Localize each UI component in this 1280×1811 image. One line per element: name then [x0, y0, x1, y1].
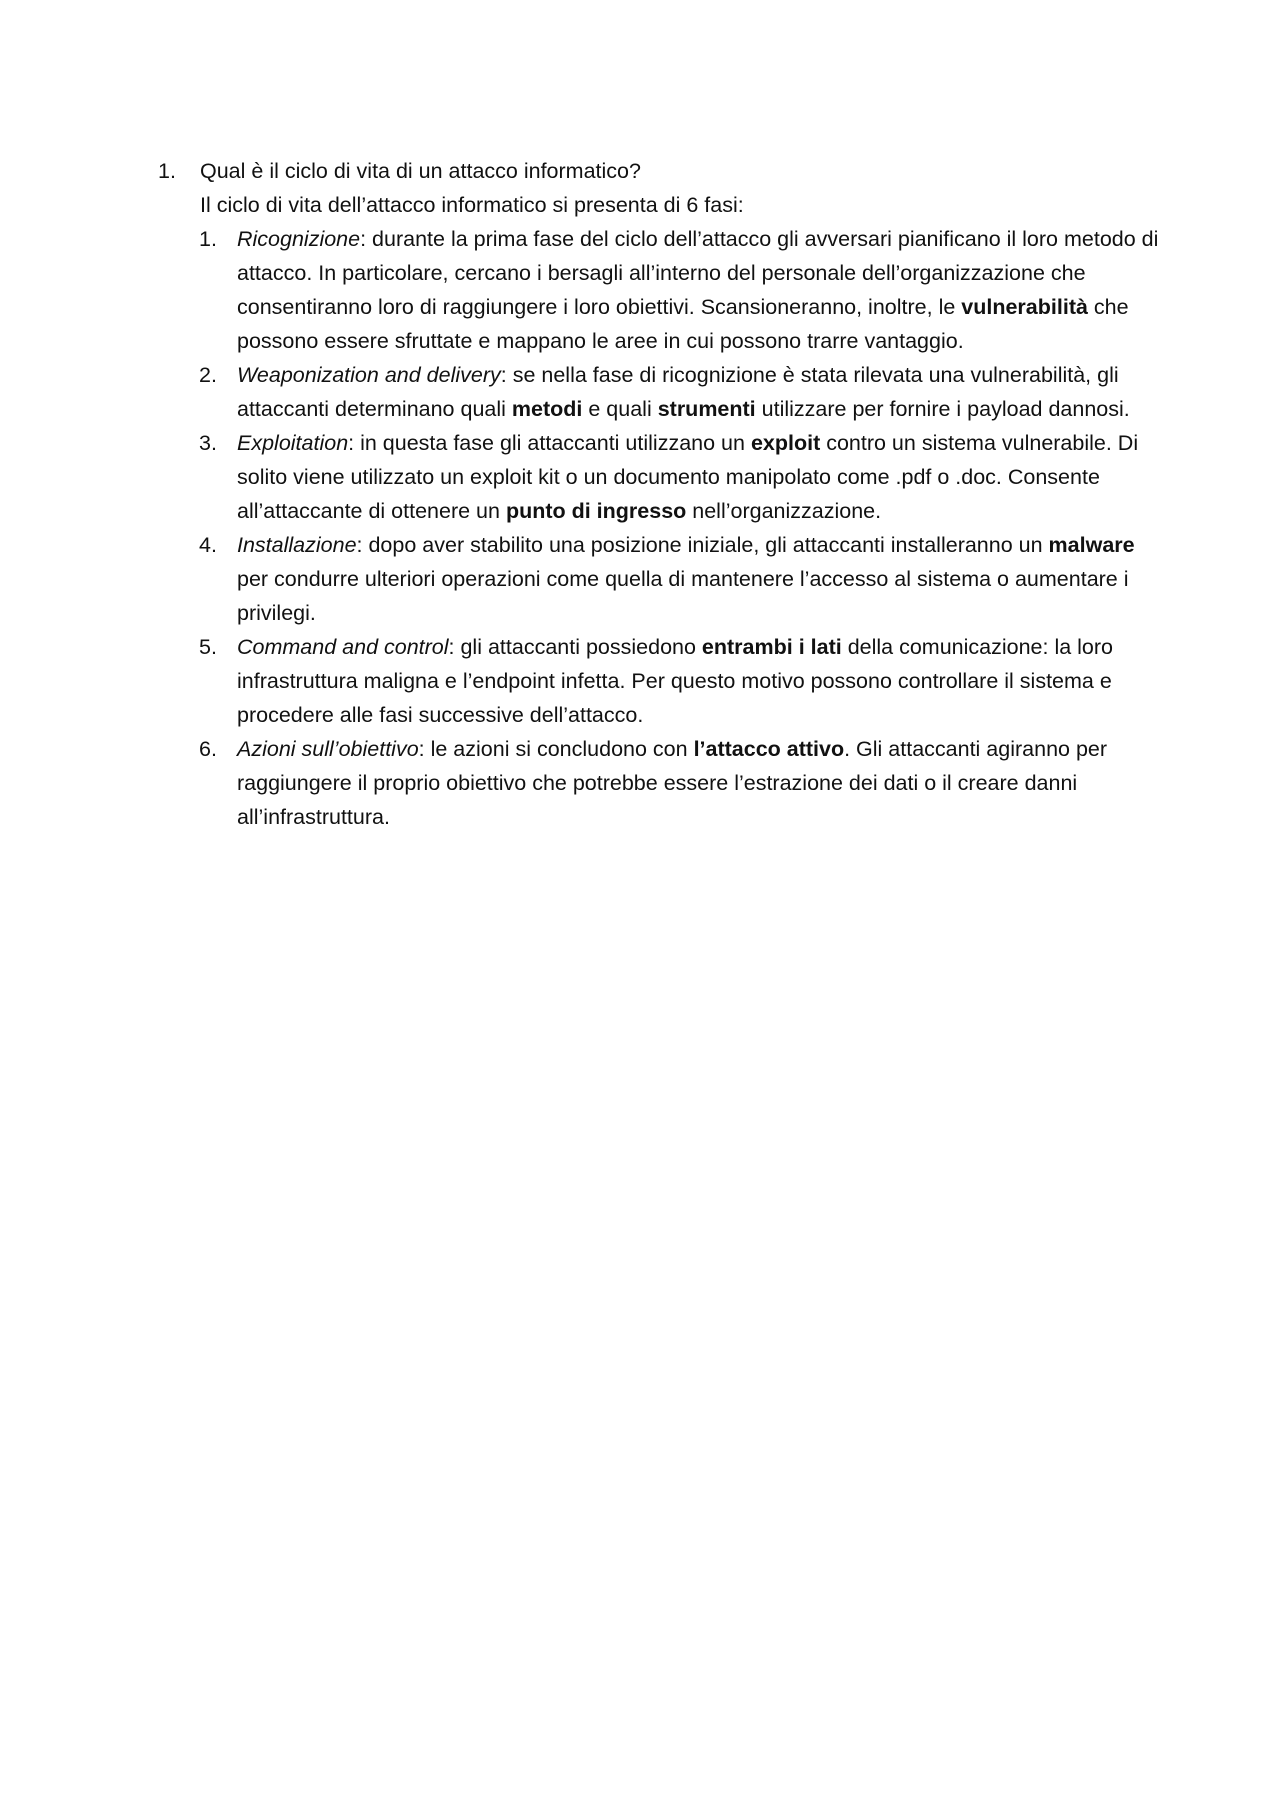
question-text: Qual è il ciclo di vita di un attacco informatico? [200, 159, 641, 183]
step-term: Installazione [237, 533, 357, 557]
step-text-run: : se nella fase di ricognizione è stata rilevata una vulnerabilità, gli attaccanti determinano quali [237, 363, 1119, 421]
step-bold-keyword: punto di ingresso [505, 499, 687, 523]
step-number: 4. [199, 533, 217, 557]
step-bold-keyword: exploit [750, 431, 821, 455]
step-number: 2. [199, 363, 217, 387]
step-text [237, 732, 1168, 834]
step-term: Ricognizione [237, 227, 361, 251]
step-bold-keyword: l’attacco attivo [693, 737, 845, 761]
question-intro: Il ciclo di vita dell’attacco informatico si presenta di 6 fasi: [200, 193, 744, 217]
lifecycle-step [158, 222, 1168, 358]
lifecycle-step [158, 630, 1168, 732]
step-text-run: utilizzare per fornire i payload dannosi. [755, 397, 1130, 421]
step-bold-keyword: metodi [511, 397, 583, 421]
step-text-run: per condurre ulteriori operazioni come quella di mantenere l’accesso al sistema o aumentare i privilegi. [237, 567, 1129, 625]
step-term: Exploitation [237, 431, 349, 455]
step-number: 1. [199, 227, 217, 251]
question-item [158, 154, 1168, 834]
step-term: Weaponization and delivery [237, 363, 501, 387]
step-number: 6. [199, 737, 217, 761]
question-number: 1. [158, 159, 176, 183]
step-text-run: : gli attaccanti possiedono [448, 635, 702, 659]
step-text-run: : durante la prima fase del ciclo dell’attacco gli avversari pianificano il loro metodo di attacco. In particolare, cercano i bersagli all’interno del personale dell’organizzazione che consentiranno loro di raggiungere i loro obiettivi. Scansioneranno, inoltre, le [237, 227, 1159, 319]
step-term: Azioni sull’obiettivo [237, 737, 419, 761]
step-text [237, 426, 1168, 528]
step-text-run: . Gli attaccanti agiranno per raggiungere il proprio obiettivo che potrebbe essere l’estrazione dei dati o il creare danni all’infrastruttura. [237, 737, 1108, 829]
step-bold-keyword: malware [1048, 533, 1135, 557]
document-body [158, 154, 1168, 834]
step-text [237, 222, 1168, 358]
lifecycle-step [158, 358, 1168, 426]
lifecycle-step [158, 732, 1168, 834]
step-text-run: contro un sistema vulnerabile. Di solito viene utilizzato un exploit kit o un documento manipolato come .pdf o .doc. Consente all’attaccante di ottenere un [237, 431, 1139, 523]
step-term: Command and control [237, 635, 449, 659]
lifecycle-step [158, 528, 1168, 630]
step-text [237, 528, 1168, 630]
lifecycle-steps-list [158, 222, 1168, 834]
step-number: 3. [199, 431, 217, 455]
step-text-run: : le azioni si concludono con [418, 737, 694, 761]
step-text-run: e quali [582, 397, 658, 421]
step-bold-keyword: strumenti [657, 397, 756, 421]
step-text-run: che possono essere sfruttate e mappano le aree in cui possono trarre vantaggio. [237, 295, 1129, 353]
step-text-run: nell’organizzazione. [686, 499, 882, 523]
step-text [237, 358, 1168, 426]
step-bold-keyword: vulnerabilità [961, 295, 1088, 319]
step-text [237, 630, 1168, 732]
step-text-run: : dopo aver stabilito una posizione iniziale, gli attaccanti installeranno un [356, 533, 1049, 557]
step-text-run: : in questa fase gli attaccanti utilizzano un [348, 431, 751, 455]
step-number: 5. [199, 635, 217, 659]
step-text-run: della comunicazione: la loro infrastruttura maligna e l’endpoint infetta. Per questo motivo possono controllare il sistema e procedere alle fasi successive dell’attacco. [237, 635, 1114, 727]
step-bold-keyword: entrambi i lati [701, 635, 842, 659]
lifecycle-step [158, 426, 1168, 528]
